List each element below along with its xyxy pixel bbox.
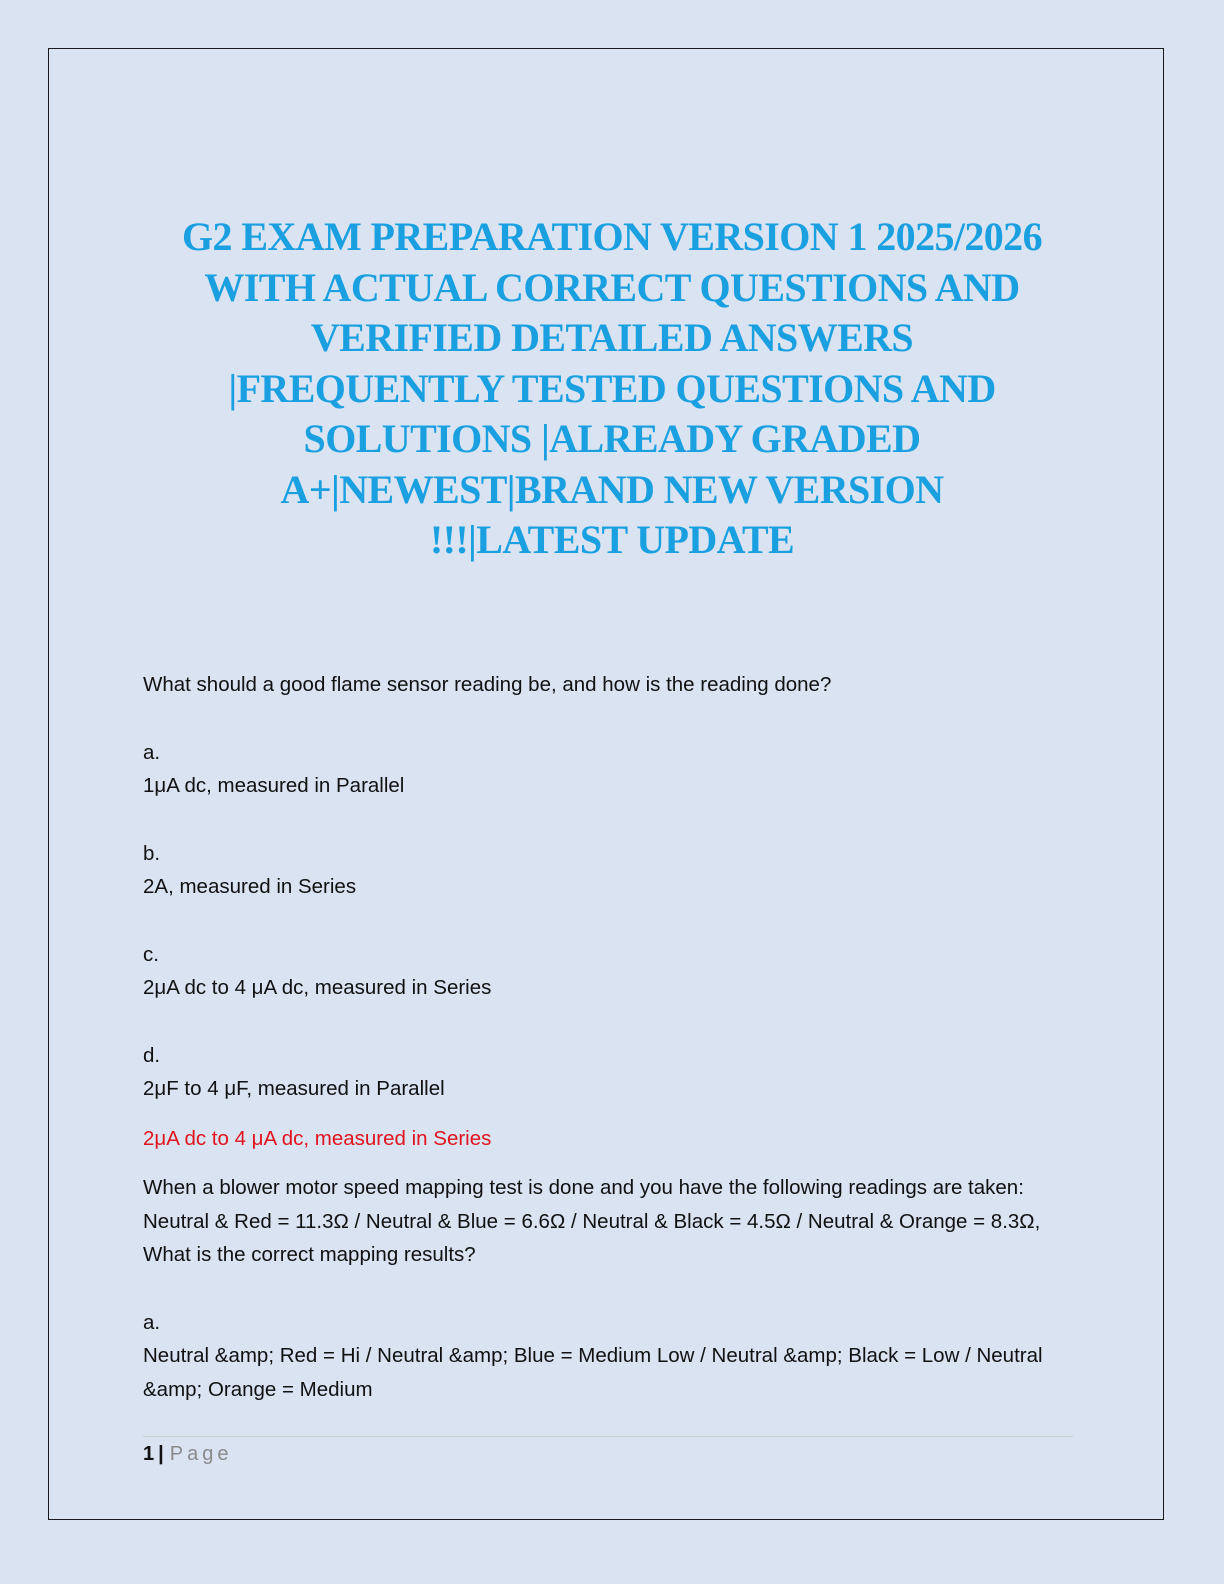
option-letter: a.: [143, 740, 161, 764]
document-body: [143, 668, 1083, 1406]
option-text: 2μA dc to 4 μA dc, measured in Series: [143, 976, 492, 999]
question-1: What should a good flame sensor reading be, and how is the reading done?: [143, 673, 832, 696]
option-letter: c.: [143, 942, 159, 966]
title-line: |FREQUENTLY TESTED QUESTIONS AND: [228, 365, 996, 411]
option-letter: d.: [143, 1043, 161, 1067]
option-text: 2μF to 4 μF, measured in Parallel: [143, 1077, 445, 1100]
question-2: When a blower motor speed mapping test is done and you have the following readings are taken: Neutral & Red = 11.3Ω / Neutral & Blue = 6.6Ω / Neutral & Black = 4.5Ω / Neutral & Orange = 8.3Ω, What is the correct mapping results?: [143, 1176, 1041, 1266]
title-line: !!!|LATEST UPDATE: [429, 517, 795, 562]
footer-divider: [143, 1436, 1073, 1437]
option-text: 1μA dc, measured in Parallel: [143, 774, 405, 797]
page-footer: [143, 1440, 232, 1468]
option-letter: b.: [143, 841, 161, 865]
footer-separator: |: [158, 1443, 164, 1465]
title-line: VERIFIED DETAILED ANSWERS: [310, 315, 914, 360]
title-line: G2 EXAM PREPARATION VERSION 1 2025/2026: [182, 214, 1042, 259]
page-label: Page: [169, 1443, 233, 1465]
option-text: 2A, measured in Series: [143, 875, 357, 898]
title-line: WITH ACTUAL CORRECT QUESTIONS AND: [204, 264, 1020, 310]
page-number: 1: [143, 1443, 155, 1465]
correct-answer: 2μA dc to 4 μA dc, measured in Series: [143, 1126, 492, 1150]
option-letter: a.: [143, 1310, 161, 1334]
document-title: [120, 212, 1104, 566]
option-text: Neutral &amp; Red = Hi / Neutral &amp; Blue = Medium Low / Neutral &amp; Black = Low / Neutral &amp; Orange = Medium: [143, 1344, 1043, 1401]
title-line: SOLUTIONS |ALREADY GRADED: [303, 416, 921, 461]
title-line: A+|NEWEST|BRAND NEW VERSION: [280, 466, 944, 512]
